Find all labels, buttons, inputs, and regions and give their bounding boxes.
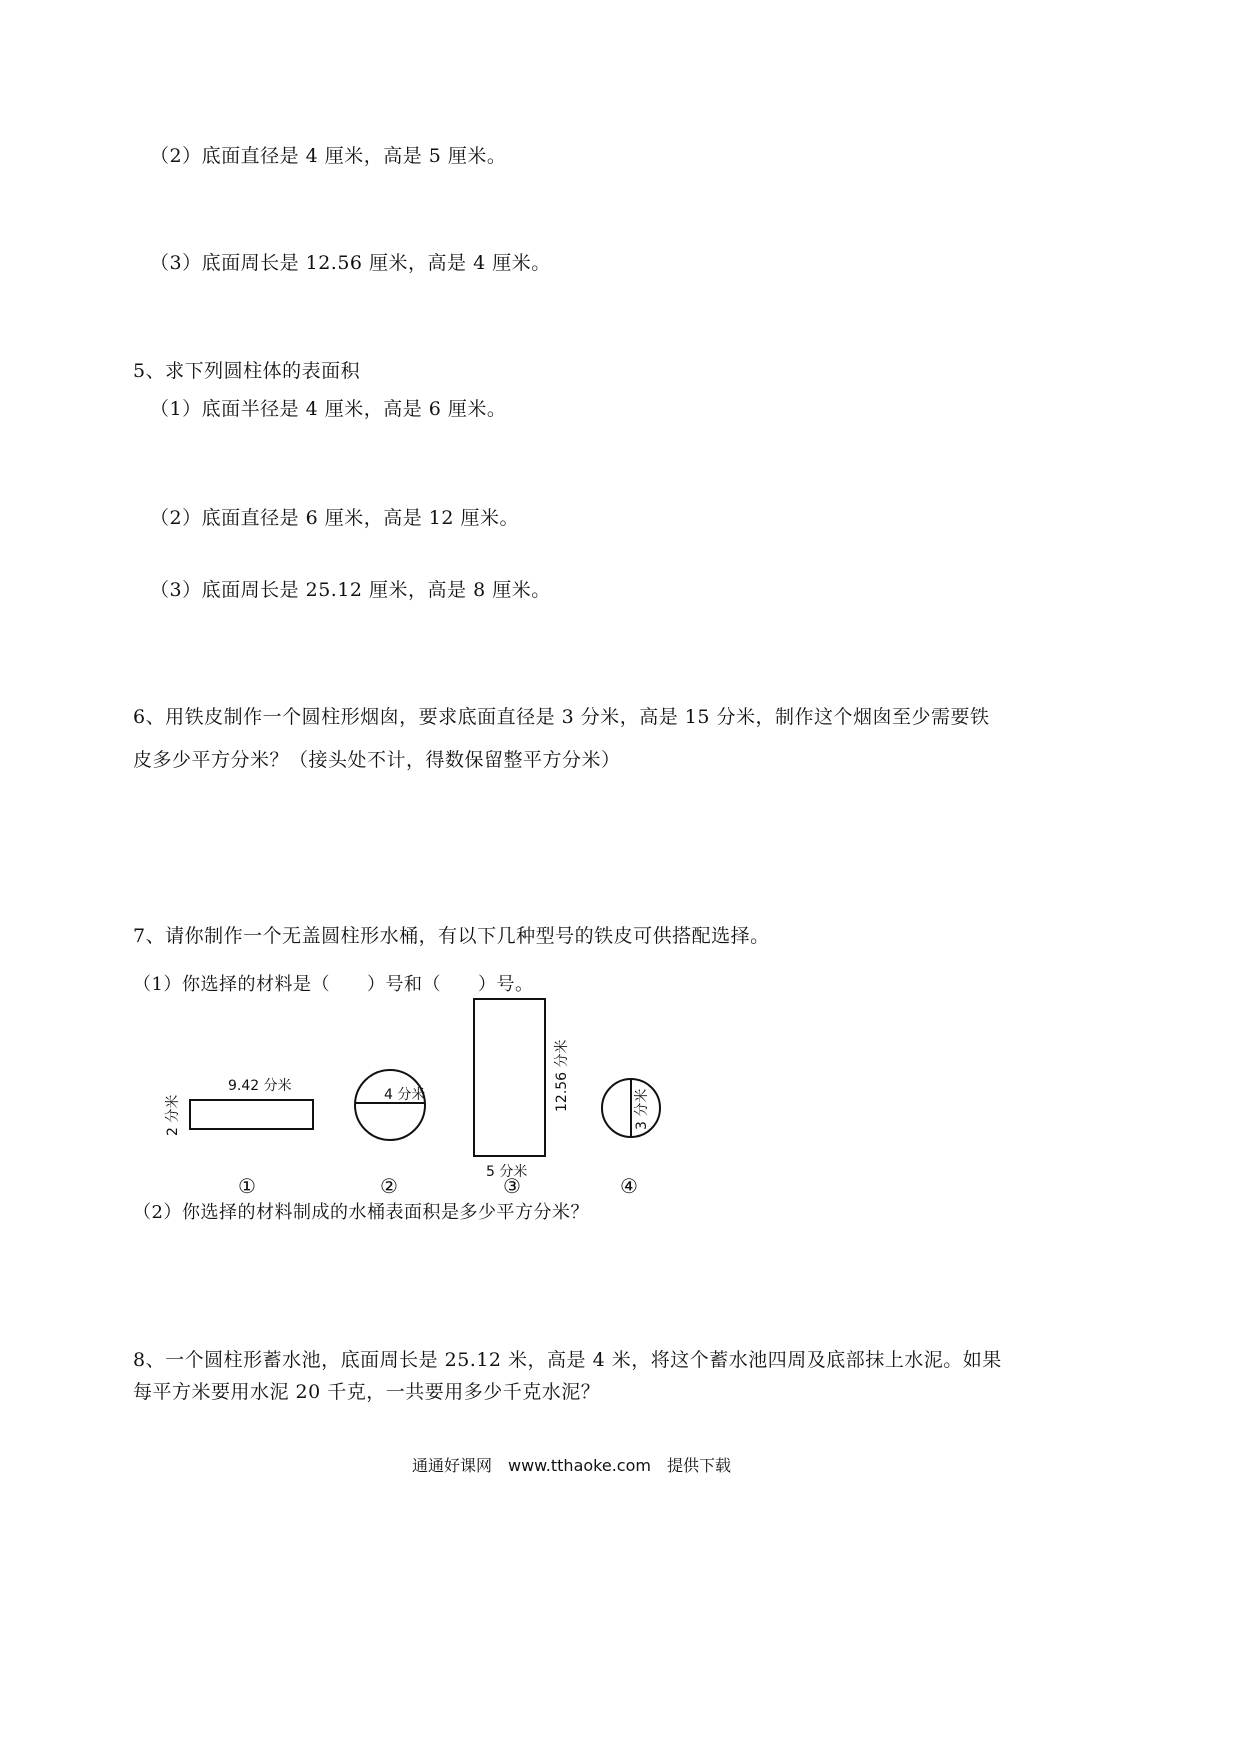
q4-item-3: （3）底面周长是 12.56 厘米，高是 4 厘米。 <box>150 252 551 274</box>
shape-1-width-label: 9.42 分米 <box>228 1078 292 1094</box>
q6-line-1: 6、用铁皮制作一个圆柱形烟囱，要求底面直径是 3 分米，高是 15 分米，制作这个烟囱至少需要铁 <box>133 706 990 728</box>
shape-3-height-label: 12.56 分米 <box>554 1039 570 1112</box>
q7-part-2: （2）你选择的材料制成的水桶表面积是多少平方分米？ <box>133 1202 589 1223</box>
q5-item-3: （3）底面周长是 25.12 厘米，高是 8 厘米。 <box>150 579 551 601</box>
q5-item-1: （1）底面半径是 4 厘米，高是 6 厘米。 <box>150 398 507 420</box>
q7-title: 7、请你制作一个无盖圆柱形水桶，有以下几种型号的铁皮可供搭配选择。 <box>133 925 770 947</box>
shape-2-diameter-label: 4 分米 <box>384 1087 426 1103</box>
q6-line-2: 皮多少平方分米？（接头处不计，得数保留整平方分米） <box>133 749 621 771</box>
shape-3-number: ③ <box>503 1174 521 1198</box>
q4-item-2: （2）底面直径是 4 厘米，高是 5 厘米。 <box>150 145 507 167</box>
shape-3-width-label: 5 分米 <box>486 1164 528 1180</box>
shape-3-rectangle <box>474 999 545 1156</box>
shape-1-rectangle <box>190 1100 313 1129</box>
shape-4-number: ④ <box>620 1174 638 1198</box>
shape-4-diameter-label: 3 分米 <box>634 1088 650 1130</box>
q5-item-2: （2）底面直径是 6 厘米，高是 12 厘米。 <box>150 507 520 529</box>
q8-line-1: 8、一个圆柱形蓄水池，底面周长是 25.12 米，高是 4 米，将这个蓄水池四周及底部抹上水泥。如果 <box>133 1349 1002 1371</box>
q7-part-1: （1）你选择的材料是（ ）号和（ ）号。 <box>133 974 534 995</box>
q5-title: 5、求下列圆柱体的表面积 <box>133 360 361 382</box>
shape-1-number: ① <box>238 1174 256 1198</box>
shape-1-height-label: 2 分米 <box>165 1094 181 1136</box>
page-footer: 通通好课网 www.tthaoke.com 提供下载 <box>412 1456 731 1475</box>
shape-2-number: ② <box>380 1174 398 1198</box>
shape-2-circle <box>355 1070 425 1140</box>
q8-line-2: 每平方米要用水泥 20 千克，一共要用多少千克水泥？ <box>133 1381 601 1403</box>
